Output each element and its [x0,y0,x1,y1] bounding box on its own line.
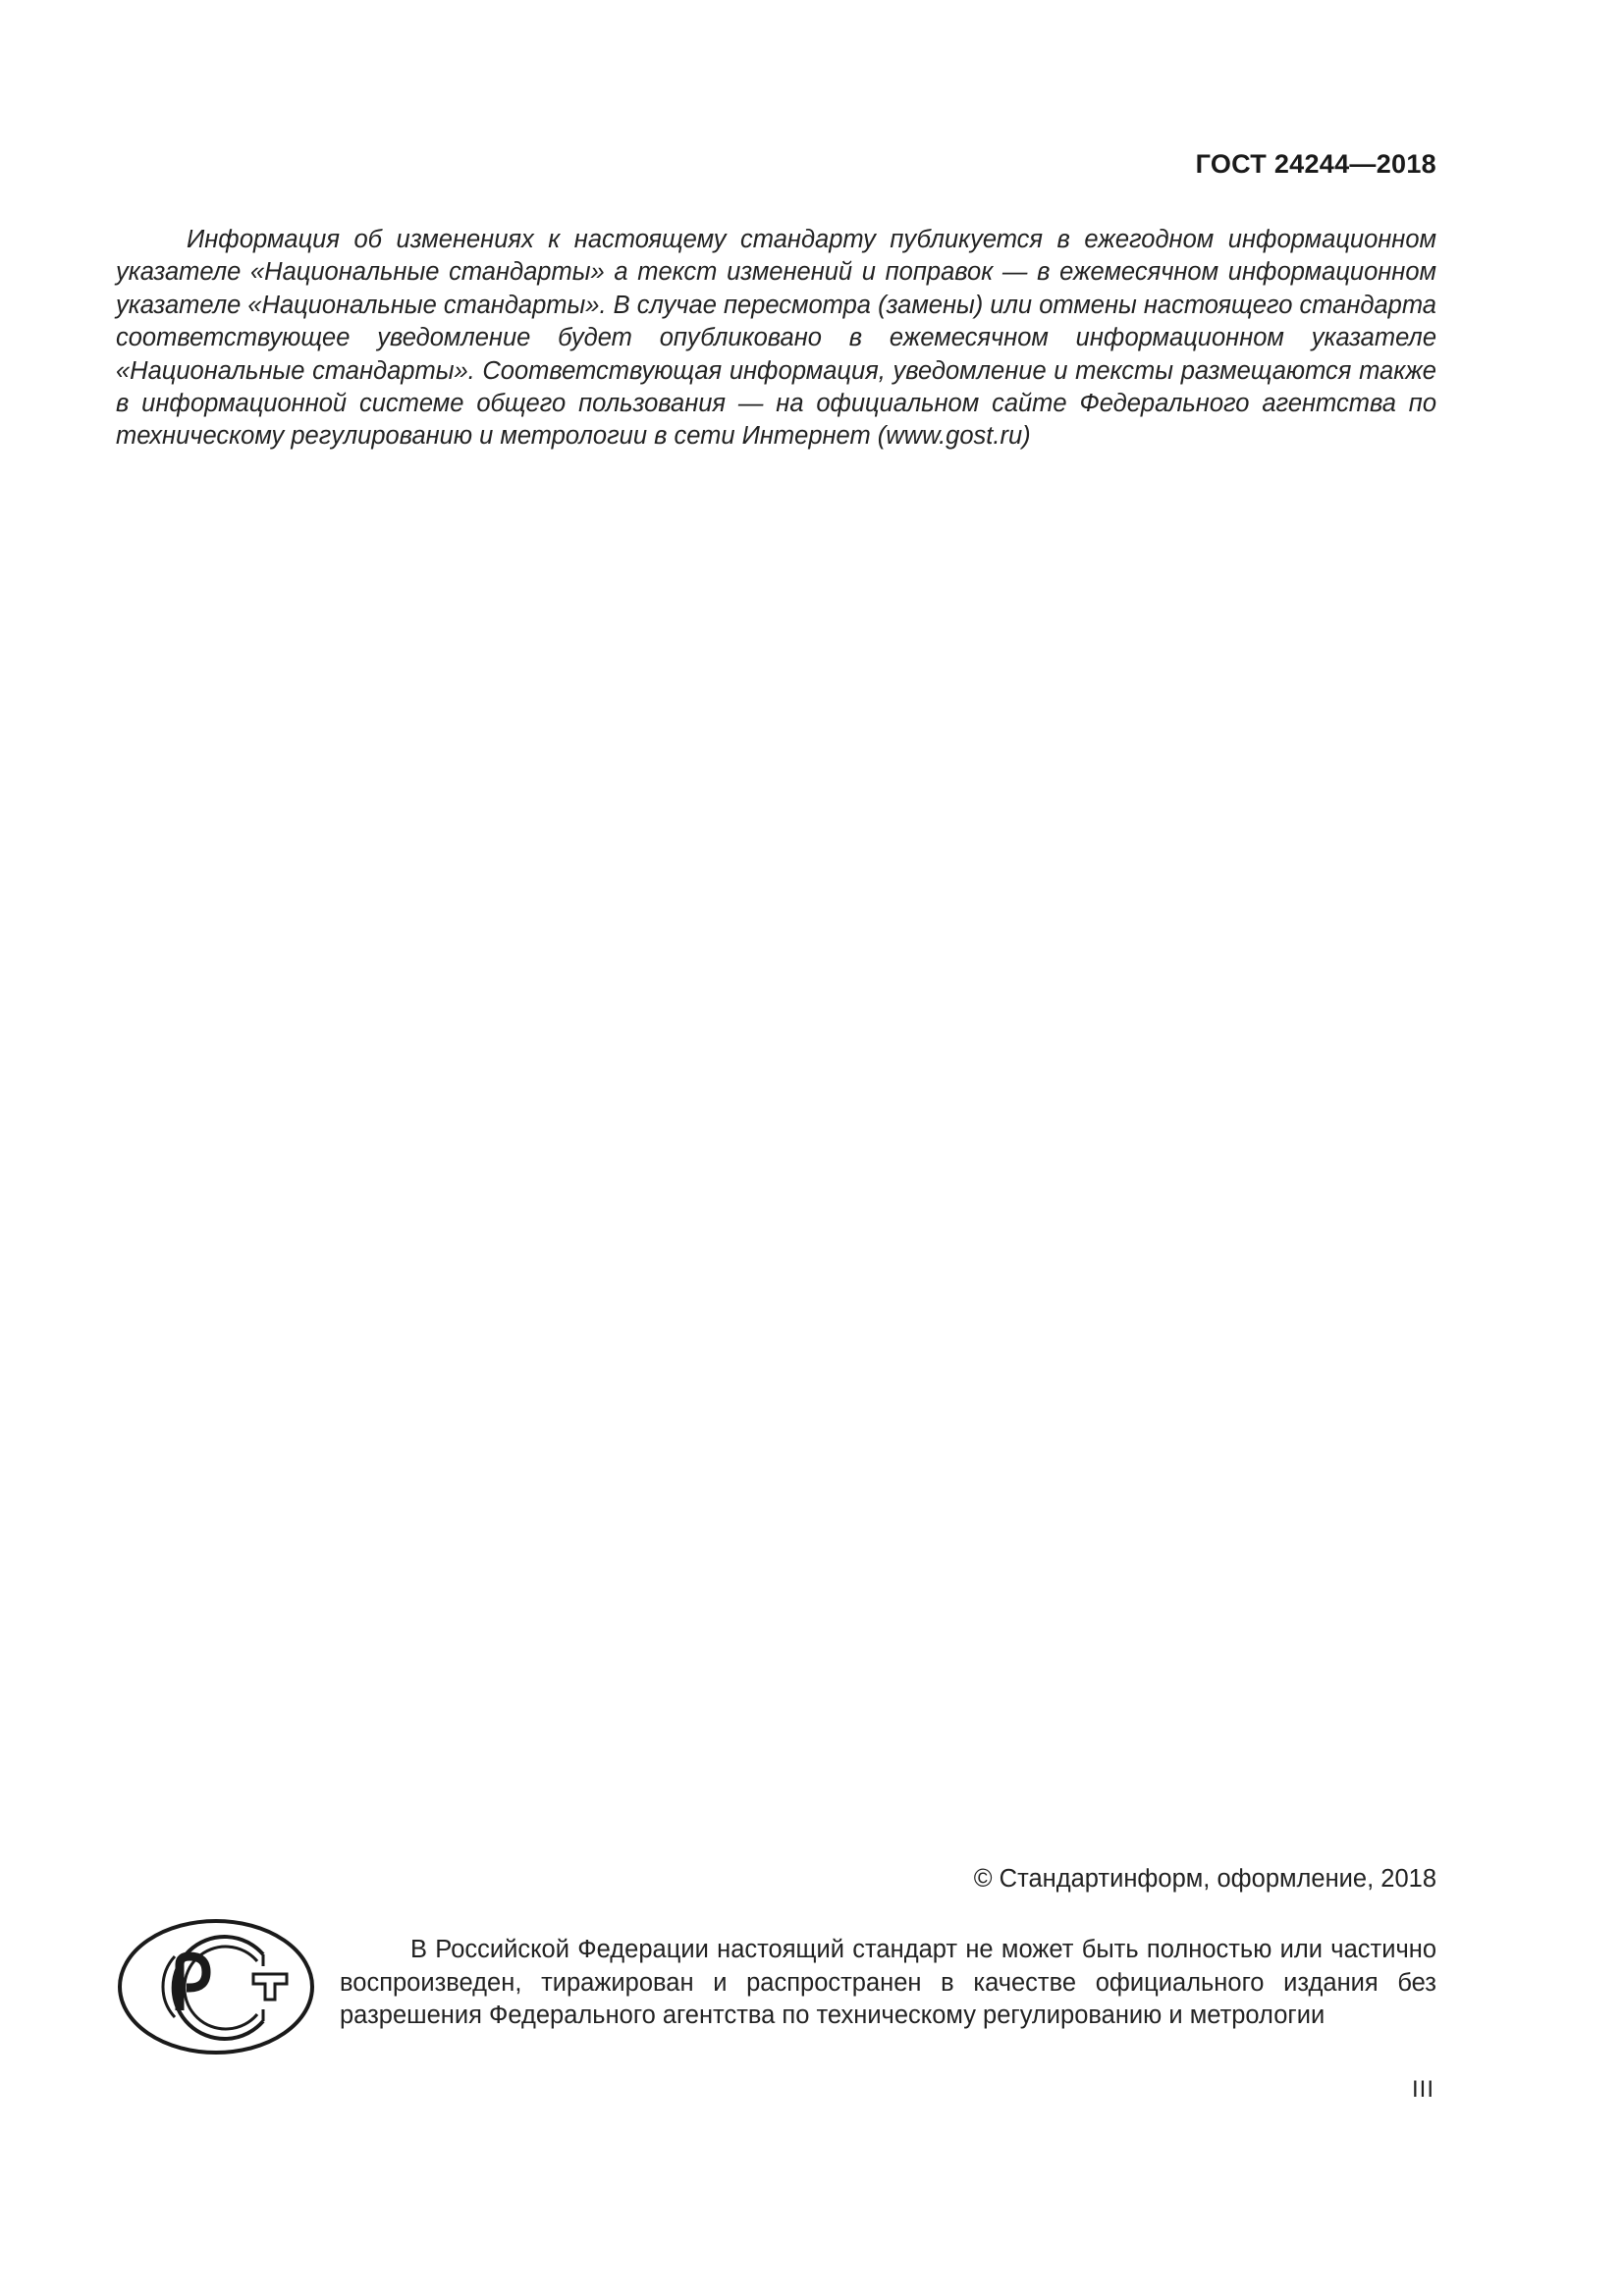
gost-r-certification-mark-icon [116,1917,317,2057]
document-header-code: ГОСТ 24244—2018 [1195,149,1436,179]
reproduction-rights-notice: В Российской Федерации настоящий стандарт не может быть полностью или частично воспроизведен, тиражирован и распространен в качестве официального издания без разрешения Федерального агентства по техническому регулированию и метрологии [340,1936,1436,2030]
page-number: III [1411,2076,1434,2103]
copyright-line: © Стандартинформ, оформление, 2018 [973,1865,1436,1893]
amendments-info-paragraph: Информация об изменениях к настоящему стандарту публикуется в ежегодном информационном указателе «Национальные стандарты» а текст изменений и поправок — в ежемесячном информационном указателе «Национальные стандарты». В случае пересмотра (замены) или отмены настоящего стандарта соответствующее уведомление будет опубликовано в ежемесячном информационном указателе «Национальные стандарты». Соответствующая информация, уведомление и тексты размещаются также в информационной системе общего пользования — на официальном сайте Федерального агентства по техническому регулированию и метрологии в сети Интернет (www.gost.ru) [116,226,1436,451]
